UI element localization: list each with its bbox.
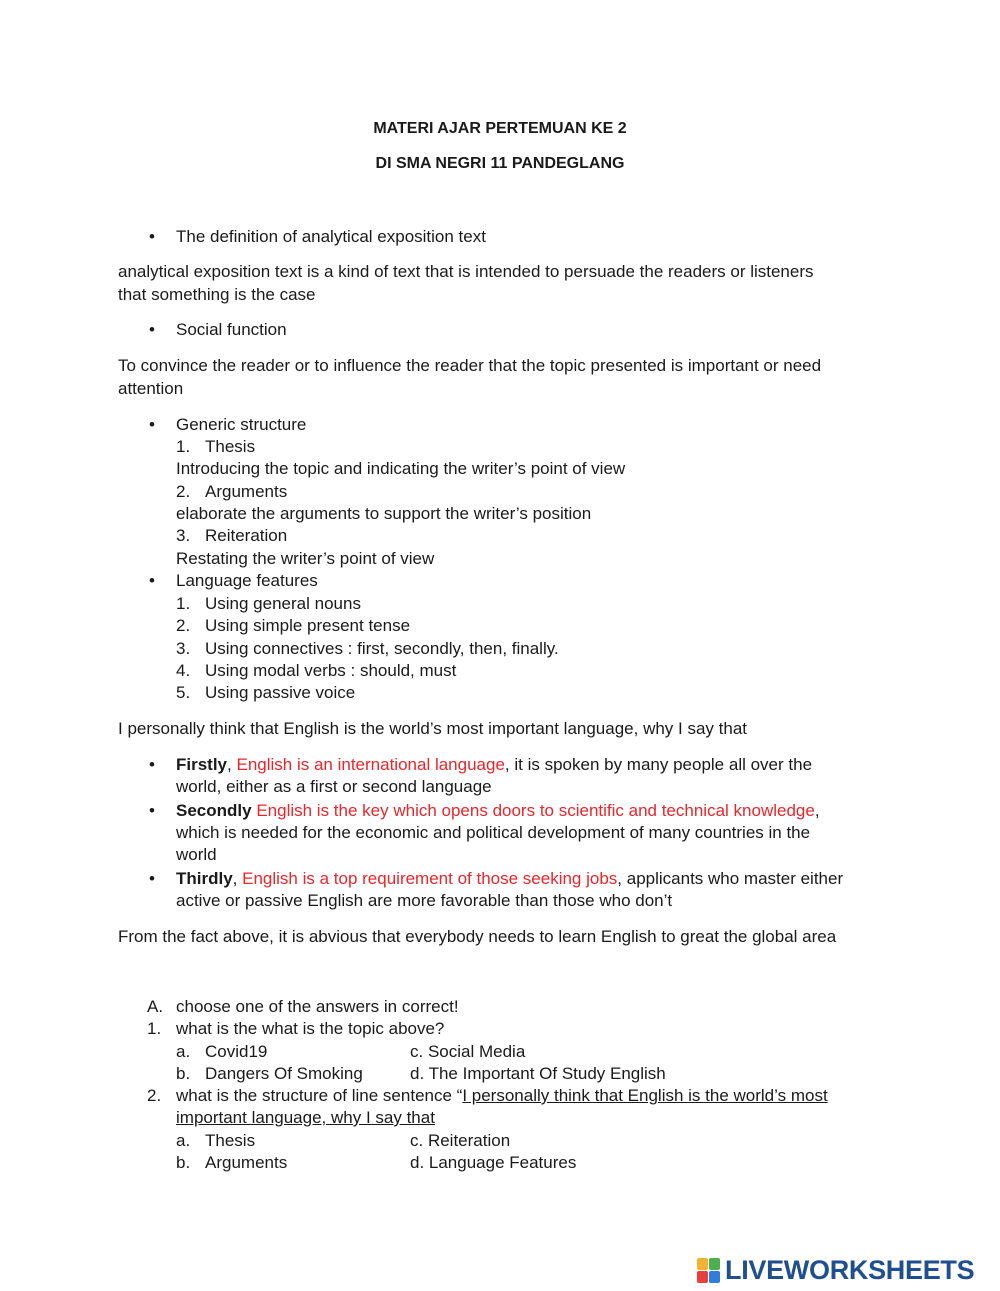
- feature-item-text: Using general nouns: [205, 594, 361, 613]
- social-function-text-line1: To convince the reader or to influence the reader that the topic presented is important or need: [118, 356, 822, 375]
- page-title: MATERI AJAR PERTEMUAN KE 2: [373, 120, 627, 137]
- logo-blocks-icon: [697, 1258, 721, 1284]
- definition-bullet: • The definition of analytical exposition text: [176, 227, 486, 247]
- feature-item-text: Using passive voice: [205, 683, 356, 702]
- question-number: 2.: [147, 1086, 162, 1105]
- argument-continuation: world: [176, 845, 217, 864]
- question-quote: I personally think that English is the world’s most: [462, 1086, 828, 1105]
- feature-item-text: Using modal verbs : should, must: [205, 661, 457, 680]
- structure-item-label: Arguments: [205, 482, 288, 501]
- argument-marker: Firstly: [176, 755, 228, 774]
- example-thesis: I personally think that English is the world’s most important language, why I say that: [118, 719, 748, 738]
- structure-item-label: Reiteration: [205, 526, 288, 545]
- question-prefix: what is the structure of line sentence “: [176, 1086, 463, 1105]
- argument-continuation: active or passive English are more favorable than those who don’t: [176, 891, 673, 910]
- argument-rest: , applicants who master either: [617, 869, 844, 888]
- page-subtitle: DI SMA NEGRI 11 PANDEGLANG: [375, 155, 625, 172]
- feature-item-text: Using connectives : first, secondly, then, finally.: [205, 639, 559, 658]
- option-letter: b.: [176, 1064, 191, 1083]
- argument-rest: , it is spoken by many people all over the: [504, 755, 813, 774]
- option-b[interactable]: Dangers Of Smoking: [205, 1064, 363, 1083]
- option-letter: a.: [176, 1131, 191, 1150]
- argument-continuation: world, either as a first or second language: [176, 777, 492, 796]
- argument-separator: ,: [227, 755, 237, 774]
- structure-item-num: 2.: [176, 482, 191, 501]
- argument-marker: Thirdly: [176, 869, 233, 888]
- argument-line: [176, 801, 820, 821]
- option-b[interactable]: Arguments: [205, 1153, 288, 1172]
- argument-highlight: English is an international language: [236, 755, 505, 774]
- argument-highlight: English is the key which opens doors to scientific and technical knowledge: [256, 801, 815, 820]
- option-d[interactable]: d. Language Features: [410, 1153, 577, 1172]
- option-c[interactable]: c. Social Media: [410, 1042, 526, 1061]
- social-function-text-line2: attention: [118, 379, 184, 398]
- quiz-instruction-letter: A.: [147, 997, 164, 1016]
- option-letter: a.: [176, 1042, 191, 1061]
- question-number: 1.: [147, 1019, 162, 1038]
- question-text: what is the what is the topic above?: [176, 1019, 445, 1038]
- feature-item-num: 4.: [176, 661, 191, 680]
- feature-item-text: Using simple present tense: [205, 616, 411, 635]
- structure-item-num: 3.: [176, 526, 191, 545]
- feature-item-num: 5.: [176, 683, 191, 702]
- argument-marker: Secondly: [176, 801, 252, 820]
- option-a[interactable]: Thesis: [205, 1131, 256, 1150]
- social-function-bullet: • Social function: [176, 320, 287, 340]
- argument-separator: ,: [232, 869, 243, 888]
- argument-highlight: English is a top requirement of those seeking jobs: [242, 869, 618, 888]
- question-quote-continuation: important language, why I say that: [176, 1108, 435, 1127]
- option-c[interactable]: c. Reiteration: [410, 1131, 511, 1150]
- argument-rest: ,: [814, 801, 820, 820]
- feature-item-num: 1.: [176, 594, 191, 613]
- definition-text-line1: analytical exposition text is a kind of text that is intended to persuade the readers or listeners: [118, 262, 814, 281]
- option-a[interactable]: Covid19: [205, 1042, 268, 1061]
- argument-continuation: which is needed for the economic and political development of many countries in the: [176, 823, 811, 842]
- generic-structure-bullet: • Generic structure: [176, 415, 306, 435]
- structure-item-desc: elaborate the arguments to support the writer’s position: [176, 504, 592, 523]
- structure-item-label: Thesis: [205, 437, 256, 456]
- feature-item-num: 2.: [176, 616, 191, 635]
- option-letter: b.: [176, 1153, 191, 1172]
- structure-item-num: 1.: [176, 437, 191, 456]
- option-d[interactable]: d. The Important Of Study English: [410, 1064, 666, 1083]
- example-reiteration: From the fact above, it is abvious that everybody needs to learn English to great the global area: [118, 927, 837, 946]
- structure-item-desc: Introducing the topic and indicating the writer’s point of view: [176, 459, 626, 478]
- argument-line: [176, 869, 843, 889]
- structure-item-desc: Restating the writer’s point of view: [176, 549, 435, 568]
- feature-item-num: 3.: [176, 639, 191, 658]
- question-text: [176, 1086, 828, 1106]
- logo-text: LIVEWORKSHEETS: [725, 1255, 975, 1285]
- quiz-instruction: choose one of the answers in correct!: [176, 997, 459, 1016]
- argument-line: [176, 755, 812, 775]
- language-features-bullet: • Language features: [176, 571, 318, 591]
- definition-text-line2: that something is the case: [118, 285, 316, 304]
